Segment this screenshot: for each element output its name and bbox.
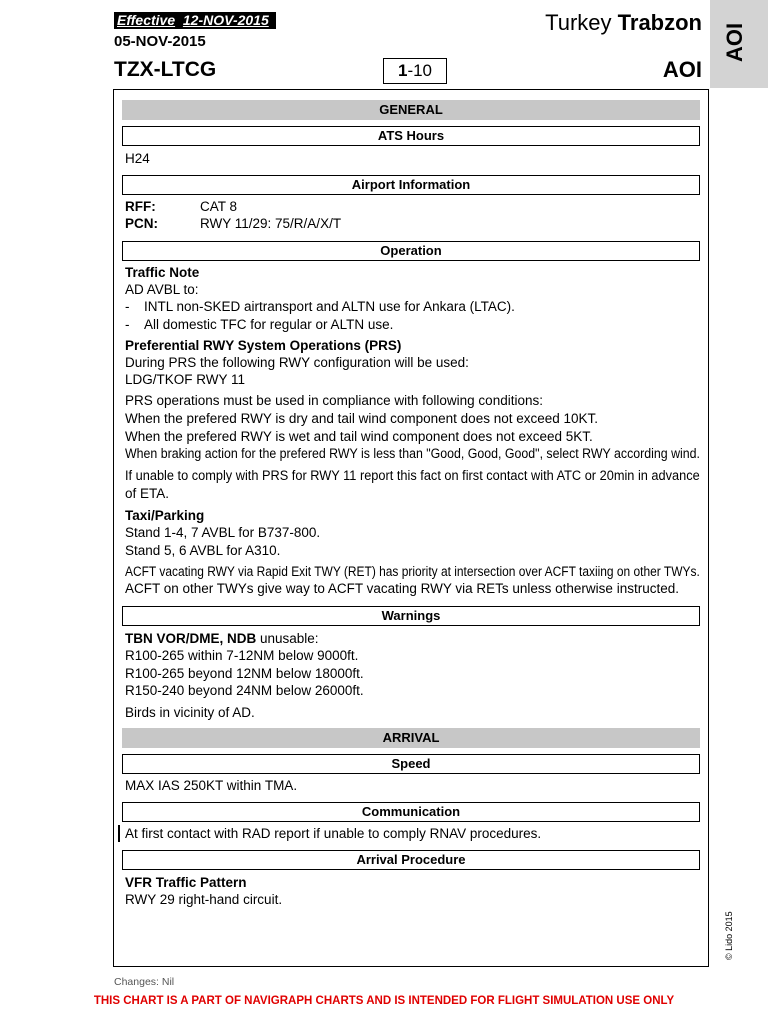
location-title	[545, 10, 702, 36]
rff-label: RFF:	[125, 199, 156, 214]
warnings-line: R150-240 beyond 24NM below 26000ft.	[125, 683, 364, 698]
section-code: AOI	[662, 57, 702, 82]
page-number-prefix: 1	[397, 61, 408, 80]
content-frame	[113, 89, 709, 967]
operation-header: Operation	[122, 241, 700, 261]
warnings-line: R100-265 within 7-12NM below 9000ft.	[125, 648, 359, 663]
prs-line: When the prefered RWY is dry and tail wind component does not exceed 10KT.	[125, 411, 599, 426]
list-bullet: -	[125, 299, 130, 314]
warnings-line: Birds in vicinity of AD.	[125, 705, 255, 720]
traffic-note-line: All domestic TFC for regular or ALTN use.	[144, 317, 394, 332]
pcn-value: RWY 11/29: 75/R/A/X/T	[200, 216, 342, 231]
taxi-parking-line: Stand 1-4, 7 AVBL for B737-800.	[125, 525, 321, 540]
changes-note: Changes: Nil	[114, 976, 175, 988]
effective-date-badge	[114, 12, 276, 29]
communication-header: Communication	[122, 802, 700, 822]
rff-value: CAT 8	[200, 199, 238, 214]
speed-header: Speed	[122, 754, 700, 774]
airport-code: TZX-LTCG	[114, 58, 217, 81]
arrival-header: ARRIVAL	[122, 728, 700, 748]
traffic-note-line: AD AVBL to:	[125, 282, 199, 297]
taxi-parking-line: ACFT vacating RWY via Rapid Exit TWY (RET) has priority at intersection over ACFT taxiing on other TWYs.	[125, 564, 700, 579]
list-bullet: -	[125, 317, 130, 332]
copyright-note: © Lido 2015	[724, 911, 734, 960]
general-header: GENERAL	[122, 100, 700, 120]
taxi-parking-line: Stand 5, 6 AVBL for A310.	[125, 543, 281, 558]
prs-line: When braking action for the prefered RWY is less than "Good, Good, Good", select RWY according wind.	[125, 446, 700, 461]
warnings-intro-rest: unusable:	[256, 631, 319, 646]
issue-date: 05-NOV-2015	[114, 33, 206, 50]
page-number-suffix: -10	[407, 61, 433, 80]
prs-line: LDG/TKOF RWY 11	[125, 372, 246, 387]
warnings-header: Warnings	[122, 606, 700, 626]
warnings-line: R100-265 beyond 12NM below 18000ft.	[125, 666, 364, 681]
effective-date: 12-NOV-2015	[182, 12, 269, 28]
prs-line: PRS operations must be used in compliance with following conditions:	[125, 393, 543, 408]
city-name: Trabzon	[617, 10, 702, 35]
warnings-intro-bold: TBN VOR/DME, NDB	[125, 631, 257, 646]
arrival-procedure-header: Arrival Procedure	[122, 850, 700, 870]
ats-hours-value: H24	[125, 151, 150, 166]
simulation-notice: THIS CHART IS A PART OF NAVIGRAPH CHARTS AND IS INTENDED FOR FLIGHT SIMULATION USE ONLY	[93, 995, 675, 1007]
traffic-note-title: Traffic Note	[125, 265, 200, 280]
communication-value: At first contact with RAD report if unable to comply RNAV procedures.	[125, 826, 542, 841]
section-side-tab	[710, 0, 768, 88]
effective-prefix: Effective	[117, 12, 176, 28]
traffic-note-line: INTL non-SKED airtransport and ALTN use for Ankara (LTAC).	[144, 299, 515, 314]
speed-value: MAX IAS 250KT within TMA.	[125, 778, 298, 793]
taxi-parking-line: ACFT on other TWYs give way to ACFT vacating RWY via RETs unless otherwise instructed.	[125, 581, 679, 596]
prs-line: During PRS the following RWY configuration will be used:	[125, 355, 469, 370]
country-name: Turkey	[545, 10, 612, 35]
vfr-pattern-value: RWY 29 right-hand circuit.	[125, 892, 283, 907]
pcn-label: PCN:	[125, 216, 158, 231]
vfr-pattern-title: VFR Traffic Pattern	[125, 875, 247, 890]
airport-info-header: Airport Information	[122, 175, 700, 195]
taxi-parking-title: Taxi/Parking	[125, 508, 205, 523]
prs-title: Preferential RWY System Operations (PRS)	[125, 338, 402, 353]
prs-line: If unable to comply with PRS for RWY 11 report this fact on first contact with ATC or 20min in advance	[125, 468, 700, 483]
page-number	[383, 58, 447, 84]
ats-hours-header: ATS Hours	[122, 126, 700, 146]
change-bar	[118, 825, 120, 842]
prs-line: When the prefered RWY is wet and tail wind component does not exceed 5KT.	[125, 429, 593, 444]
side-tab-label: AOI	[722, 22, 747, 62]
prs-line: of ETA.	[125, 486, 170, 501]
warnings-intro	[125, 630, 319, 647]
